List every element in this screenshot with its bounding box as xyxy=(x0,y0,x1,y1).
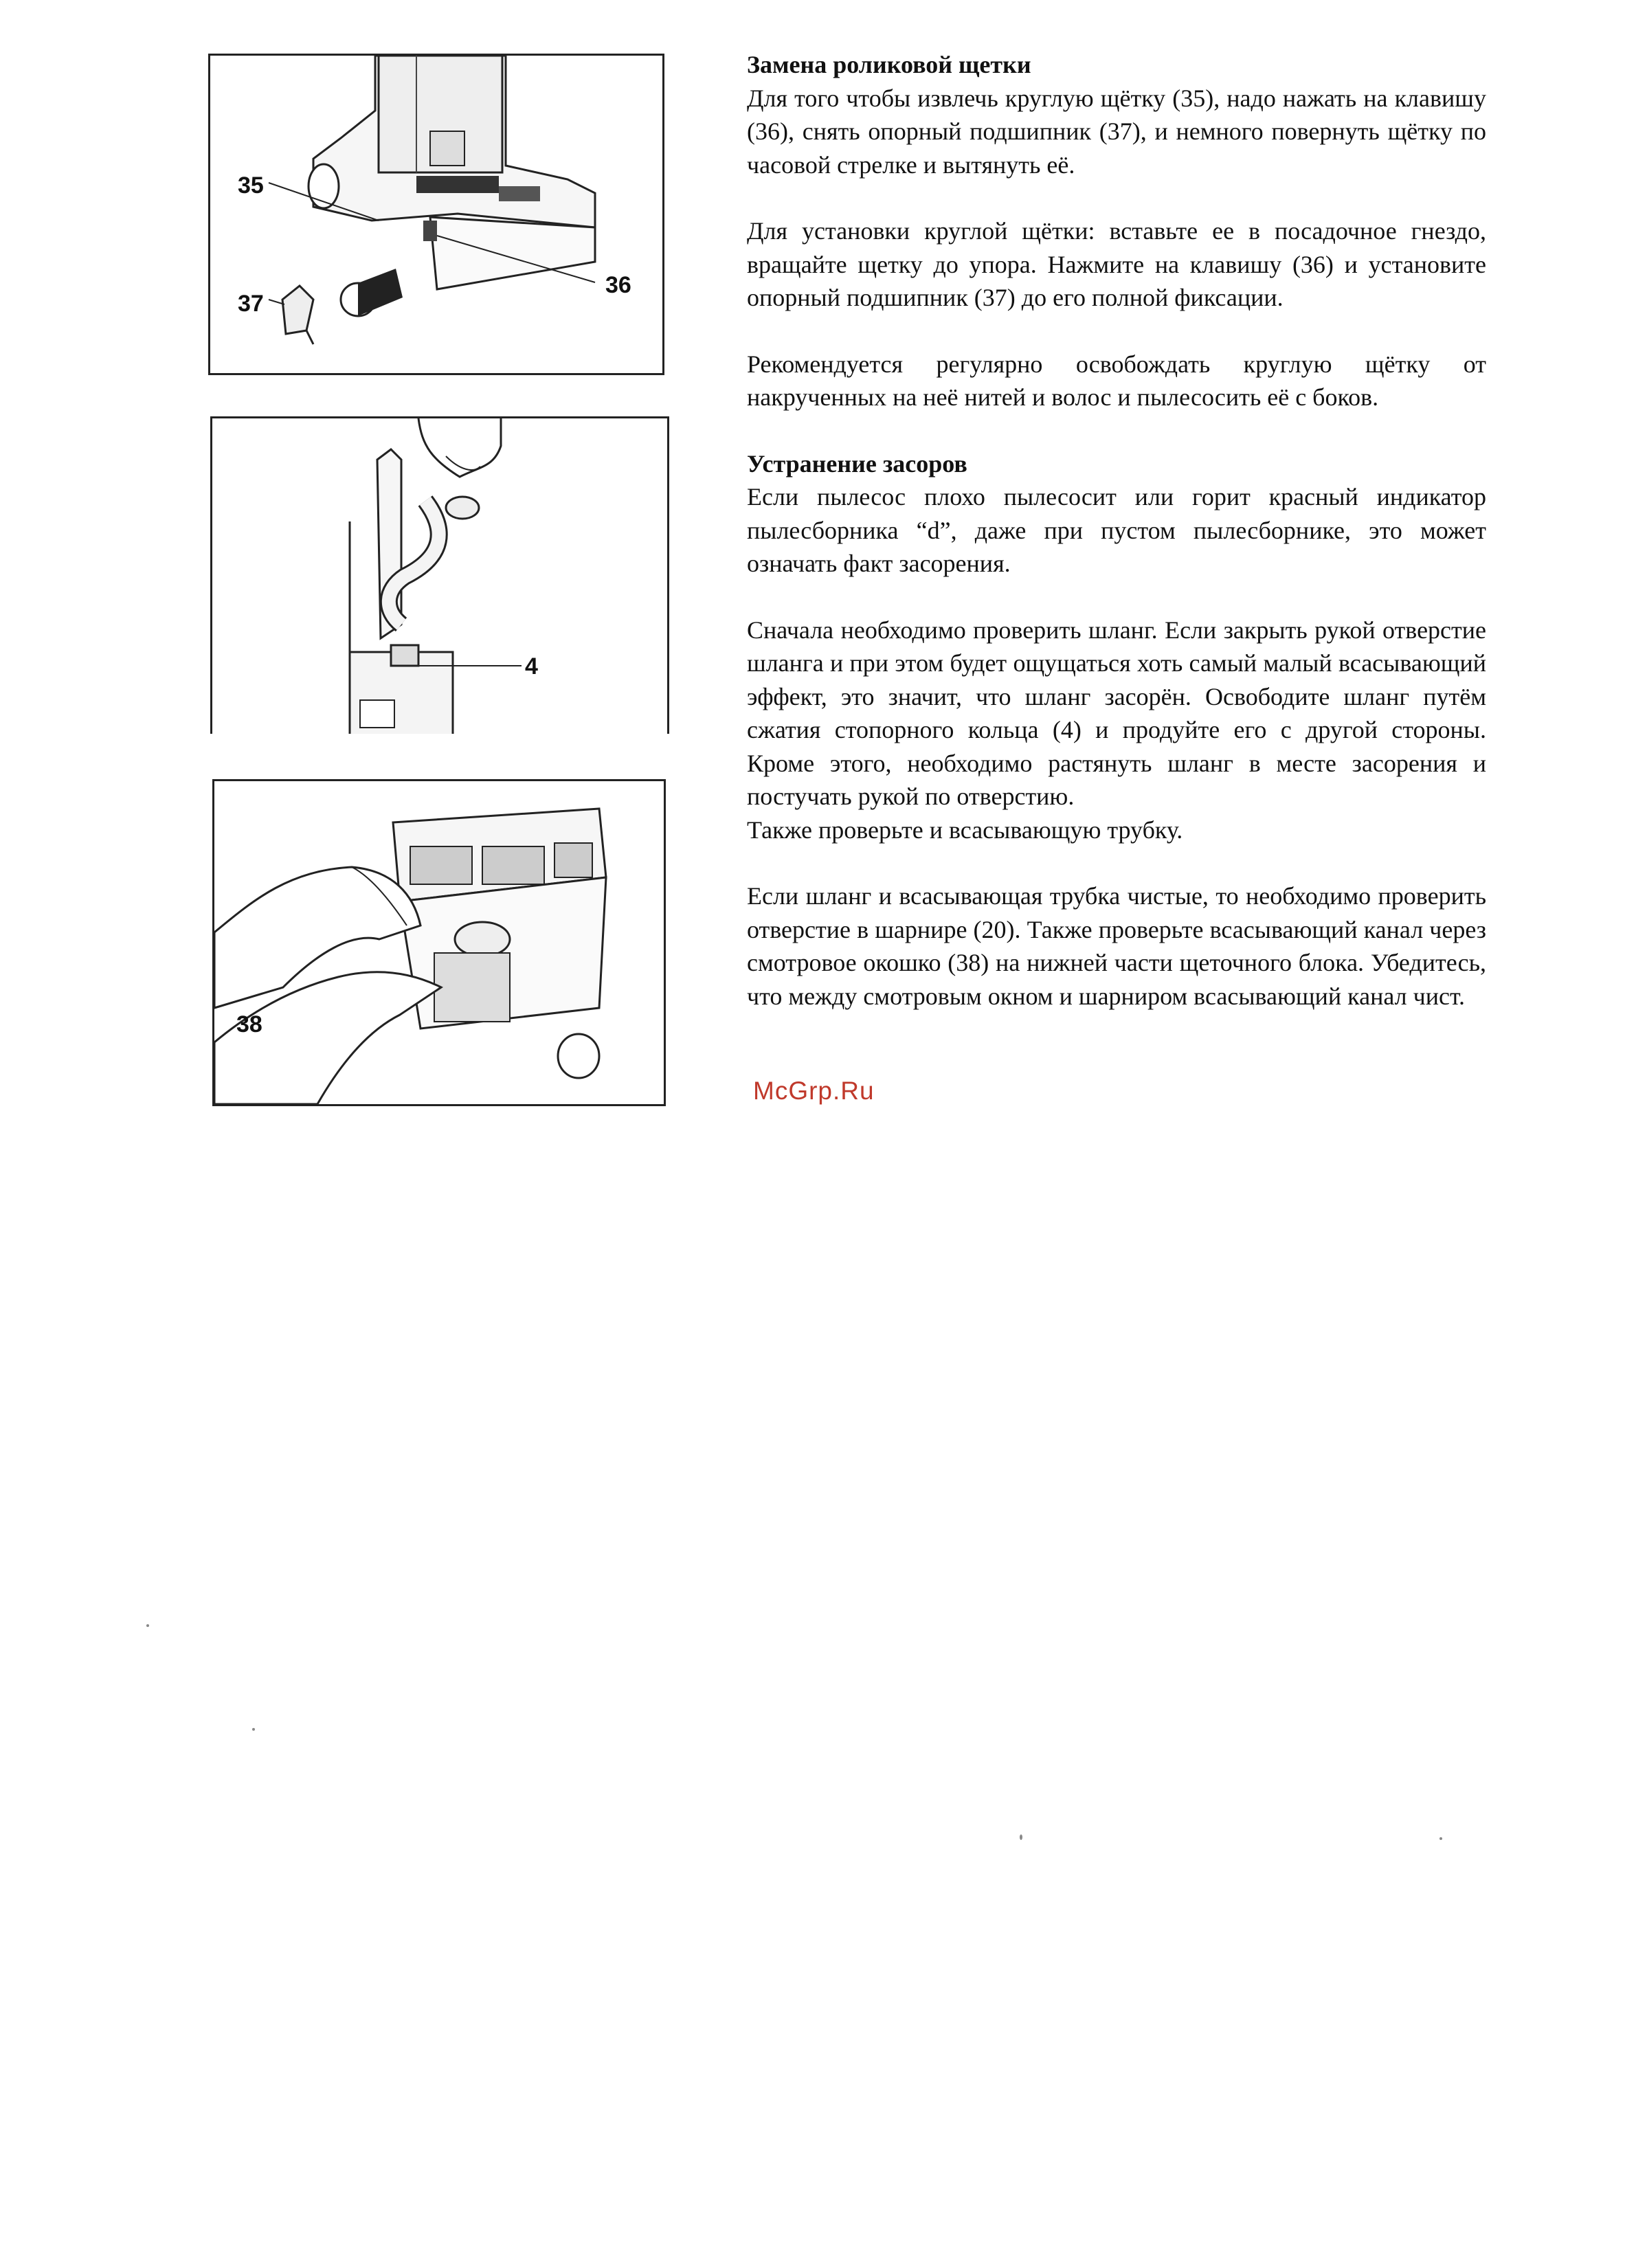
callout-37: 37 xyxy=(238,291,264,317)
figure-inspection-window xyxy=(212,779,666,1106)
figure-hose-release xyxy=(210,416,669,734)
scan-speck xyxy=(1439,1837,1442,1840)
heading-clogs: Устранение засоров xyxy=(747,449,967,478)
brush-head-illustration xyxy=(214,781,664,1104)
paragraph-brush-install: Для установки круглой щётки: вставьте ее в посадочное гнездо, вращайте щетку до упора. Нажмите на клавишу (36) и установите опорный подшипник (37) до его полной фиксации. xyxy=(747,217,1486,311)
paragraph-hose-check: Сначала необходимо проверить шланг. Если закрыть рукой отверстие шланга и при этом будет ощущаться хоть самый малый всасывающий эффект, это значит, что шланг засорён. Освободите шланг путём сжатия стопорного кольца (4) и продуйте его с другой стороны. Кроме этого, необходимо растянуть шланг в месте засорения и постучать рукой по отверстию. xyxy=(747,616,1486,810)
paragraph-channel-check: Если шланг и всасывающая трубка чистые, то необходимо проверить отверстие в шарнире (20). Также проверьте всасывающий канал через смотровое окошко (38) на нижней части щеточного блока. Убедитесь, что между смотровым окном и шарниром всасывающий канал чист. xyxy=(747,882,1486,1010)
heading-roller-brush: Замена роликовой щетки xyxy=(747,51,1031,78)
scan-speck xyxy=(146,1624,149,1627)
instruction-text-column xyxy=(747,48,1486,1013)
paragraph-clog-symptoms: Если пылесос плохо пылесосит или горит красный индикатор пылесборника “d”, даже при пустом пылесборнике, это может означать факт засорения. xyxy=(747,483,1486,577)
figure-brush-removal xyxy=(208,54,664,375)
vacuum-hose-illustration xyxy=(212,418,667,734)
paragraph-tube-check: Также проверьте и всасывающую трубку. xyxy=(747,816,1183,844)
paragraph-brush-removal: Для того чтобы извлечь круглую щётку (35), надо нажать на клавишу (36), снять опорный подшипник (37), и немного повернуть щётку по часовой стрелке и вытянуть её. xyxy=(747,84,1486,179)
callout-38: 38 xyxy=(236,1011,262,1037)
callout-36: 36 xyxy=(605,272,631,298)
scan-speck xyxy=(1020,1834,1022,1840)
watermark: McGrp.Ru xyxy=(753,1077,875,1105)
callout-35: 35 xyxy=(238,172,264,199)
paragraph-brush-cleaning: Рекомендуется регулярно освобождать круглую щётку от накрученных на неё нитей и волос и пылесосить её с боков. xyxy=(747,350,1486,411)
scan-speck xyxy=(252,1728,255,1731)
callout-4: 4 xyxy=(525,653,538,680)
vacuum-base-illustration xyxy=(210,56,662,373)
